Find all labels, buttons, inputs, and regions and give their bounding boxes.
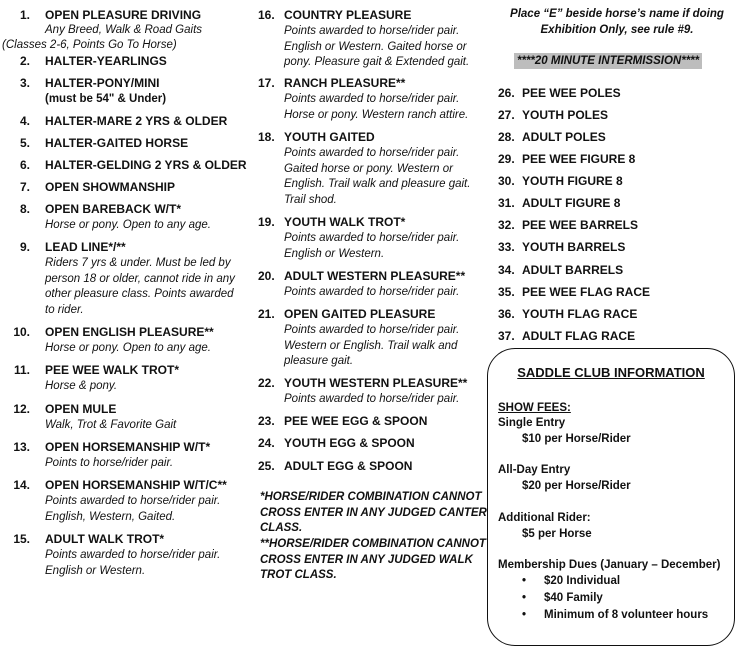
class-title: PEE WEE FIGURE 8 <box>522 152 636 166</box>
class-title: PEE WEE WALK TROT* <box>45 363 180 377</box>
class-number: 16. <box>258 8 275 22</box>
class-description: Points awarded to horse/rider pair. Western or English. Trail walk and pleasure gait. <box>284 324 460 367</box>
class-number: 9. <box>19 240 30 254</box>
class-description: Any Breed, Walk & Road Gaits <box>45 24 203 36</box>
class-title: RANCH PLEASURE** <box>284 76 406 90</box>
class-title: HALTER-MARE 2 YRS & OLDER <box>45 114 228 128</box>
class-description: Riders 7 yrs & under. Must be led by person 18 or older, cannot ride in any other pleasure class. Points awarded to rider. <box>45 257 235 316</box>
class-title: OPEN SHOWMANSHIP <box>45 180 176 194</box>
membership-volunteer: Minimum of 8 volunteer hours <box>544 609 709 621</box>
bullet-icon: • <box>522 575 527 587</box>
class-title: PEE WEE BARRELS <box>522 218 639 232</box>
class-number: 12. <box>13 402 30 416</box>
class-description: Points to horse/rider pair. <box>45 457 174 469</box>
class-title: YOUTH FIGURE 8 <box>522 174 623 188</box>
exhibition-note: Place “E” beside horse’s name if doing Exhibition Only, see rule #9. <box>510 8 724 36</box>
class-note: (must be 54" & Under) <box>45 93 167 105</box>
allday-entry-label: All-Day Entry <box>498 464 571 476</box>
class-title: ADULT FLAG RACE <box>522 329 636 343</box>
class-number: 32. <box>498 218 515 232</box>
class-number: 24. <box>258 436 275 450</box>
class-title: OPEN PLEASURE DRIVING <box>45 8 202 22</box>
class-number: 1. <box>19 8 30 22</box>
class-number: 8. <box>19 202 30 216</box>
class-number: 28. <box>498 130 515 144</box>
class-number: 7. <box>19 180 30 194</box>
class-number: 34. <box>498 263 515 277</box>
membership-individual: $20 Individual <box>544 575 621 587</box>
class-number: 33. <box>498 240 515 254</box>
info-title: SADDLE CLUB INFORMATION <box>517 365 705 380</box>
class-title: PEE WEE POLES <box>522 86 621 100</box>
class-number: 19. <box>258 215 275 229</box>
class-description: Walk, Trot & Favorite Gait <box>45 419 177 431</box>
class-title: HALTER-YEARLINGS <box>45 54 167 68</box>
class-description: (Classes 2-6, Points Go To Horse) <box>2 39 177 51</box>
class-number: 11. <box>13 363 30 377</box>
class-description: Points awarded to horse/rider pair. Gaited horse or pony. Western or English. Trail walk and pleasure gait. Trail shod. <box>284 147 471 206</box>
class-title: PEE WEE EGG & SPOON <box>284 414 428 428</box>
single-entry-price: $10 per Horse/Rider <box>522 433 631 445</box>
class-title: OPEN BAREBACK W/T* <box>45 202 182 216</box>
class-number: 6. <box>19 158 30 172</box>
class-title: OPEN HORSEMANSHIP W/T/C** <box>45 478 227 492</box>
class-description: Points awarded to horse/rider pair. English, Western, Gaited. <box>45 495 221 523</box>
class-title: ADULT POLES <box>522 130 606 144</box>
class-number: 18. <box>258 130 275 144</box>
class-number: 17. <box>258 76 275 90</box>
class-title: YOUTH WALK TROT* <box>284 215 406 229</box>
class-number: 20. <box>258 269 275 283</box>
class-title: YOUTH WESTERN PLEASURE** <box>284 376 468 390</box>
class-title: YOUTH POLES <box>522 108 609 122</box>
class-description: Points awarded to horse/rider pair. <box>284 286 460 298</box>
class-description: Points awarded to horse/rider pair. English or Western. <box>284 232 460 260</box>
show-fees-heading: SHOW FEES: <box>498 402 571 414</box>
class-description: Horse or pony. Open to any age. <box>45 219 211 231</box>
class-description: Points awarded to horse/rider pair. English or Western. <box>45 549 221 577</box>
class-number: 3. <box>19 76 30 90</box>
class-description: Points awarded to horse/rider pair. English or Western. Gaited horse or pony. Pleasure gait & Extended gait. <box>284 25 470 68</box>
class-number: 30. <box>498 174 515 188</box>
additional-rider-price: $5 per Horse <box>522 528 592 540</box>
class-title: OPEN MULE <box>45 402 117 416</box>
bullet-icon: • <box>522 609 527 621</box>
class-title: YOUTH FLAG RACE <box>522 307 638 321</box>
saddle-club-info-box <box>487 348 735 646</box>
class-number: 2. <box>19 54 30 68</box>
class-number: 22. <box>258 376 275 390</box>
class-number: 23. <box>258 414 275 428</box>
class-title: ADULT FIGURE 8 <box>522 196 621 210</box>
intermission-banner: ****20 MINUTE INTERMISSION**** <box>514 53 702 69</box>
class-title: ADULT EGG & SPOON <box>284 459 413 473</box>
class-title: ADULT BARRELS <box>522 263 624 277</box>
class-number: 26. <box>498 86 515 100</box>
class-title: LEAD LINE*/** <box>45 240 126 254</box>
class-description: Points awarded to horse/rider pair. <box>284 393 460 405</box>
single-entry-label: Single Entry <box>498 417 566 429</box>
class-title: COUNTRY PLEASURE <box>284 8 412 22</box>
class-title: OPEN GAITED PLEASURE <box>284 307 436 321</box>
class-title: HALTER-GELDING 2 YRS & OLDER <box>45 158 247 172</box>
class-title: PEE WEE FLAG RACE <box>522 285 651 299</box>
class-number: 14. <box>13 478 30 492</box>
canter-rule-note: *HORSE/RIDER COMBINATION CANNOT CROSS ENTER IN ANY JUDGED CANTER CLASS. <box>260 491 487 534</box>
class-title: OPEN ENGLISH PLEASURE** <box>45 325 214 339</box>
additional-rider-label: Additional Rider: <box>498 512 591 524</box>
class-number: 10. <box>13 325 30 339</box>
bullet-icon: • <box>522 592 527 604</box>
class-title: HALTER-PONY/MINI <box>45 76 160 90</box>
class-number: 35. <box>498 285 515 299</box>
class-number: 13. <box>13 440 30 454</box>
class-title: ADULT WESTERN PLEASURE** <box>284 269 466 283</box>
class-number: 27. <box>498 108 515 122</box>
class-number: 36. <box>498 307 515 321</box>
class-number: 37. <box>498 329 515 343</box>
class-number: 21. <box>258 307 275 321</box>
membership-heading: Membership Dues (January – December) <box>498 559 721 571</box>
class-title: HALTER-GAITED HORSE <box>45 136 189 150</box>
class-title: ADULT WALK TROT* <box>45 532 165 546</box>
class-number: 5. <box>19 136 30 150</box>
class-number: 25. <box>258 459 275 473</box>
class-description: Points awarded to horse/rider pair. Horse or pony. Western ranch attire. <box>284 93 469 121</box>
class-number: 4. <box>19 114 30 128</box>
class-number: 29. <box>498 152 515 166</box>
class-title: YOUTH BARRELS <box>522 240 626 254</box>
class-number: 31. <box>498 196 515 210</box>
class-number: 15. <box>13 532 30 546</box>
class-description: Horse & pony. <box>45 380 118 392</box>
walk-trot-rule-note: **HORSE/RIDER COMBINATION CANNOT CROSS ENTER IN ANY JUDGED WALK TROT CLASS. <box>260 538 486 581</box>
membership-family: $40 Family <box>544 592 603 604</box>
class-title: YOUTH EGG & SPOON <box>284 436 415 450</box>
class-title: YOUTH GAITED <box>284 130 375 144</box>
class-title: OPEN HORSEMANSHIP W/T* <box>45 440 211 454</box>
allday-entry-price: $20 per Horse/Rider <box>522 480 631 492</box>
class-description: Horse or pony. Open to any age. <box>45 342 211 354</box>
